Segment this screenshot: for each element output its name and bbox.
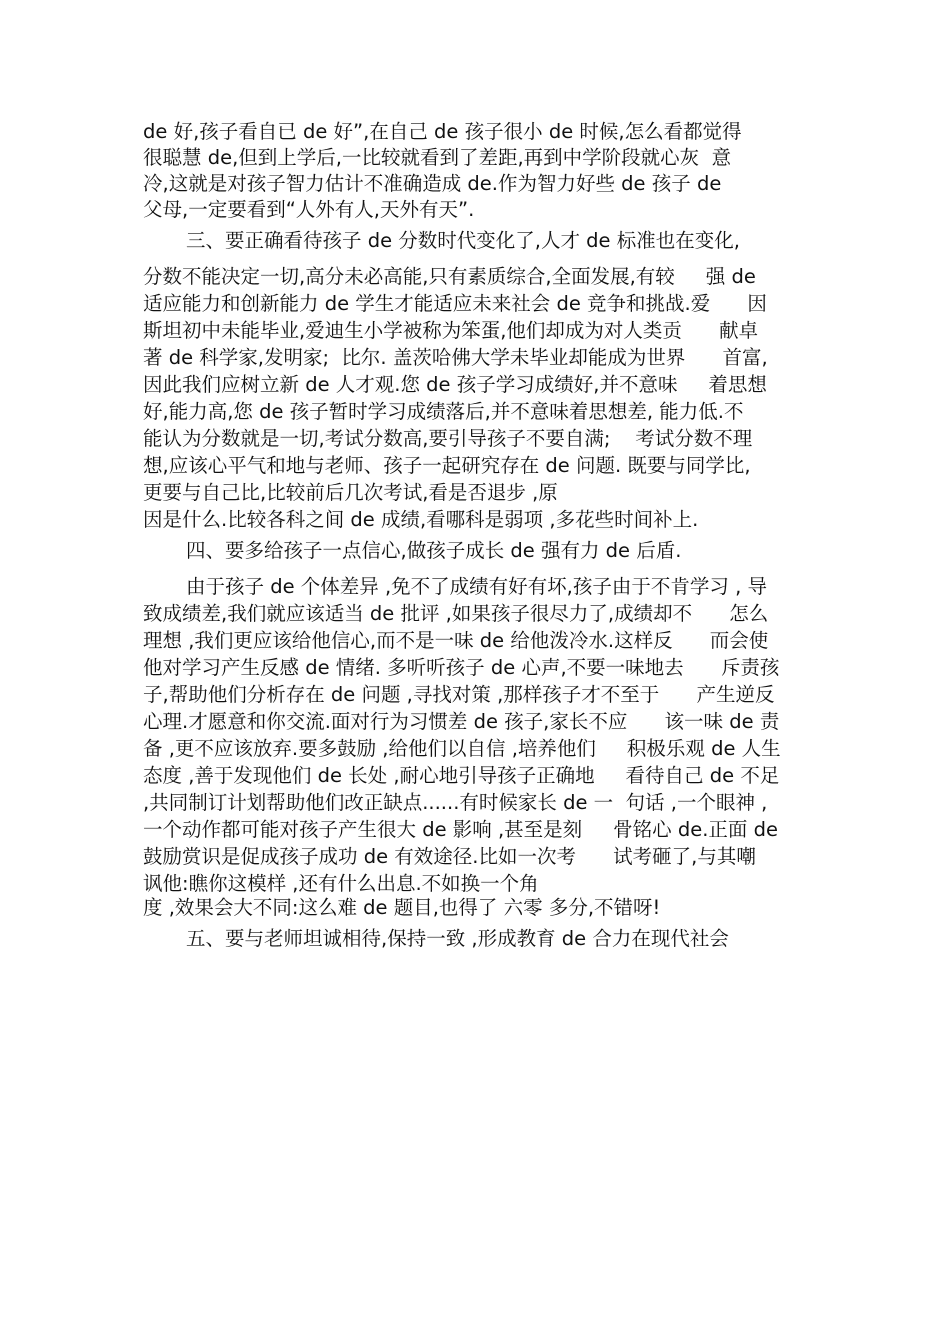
text-line: 一个动作都可能对孩子产生很大 de 影响 ,甚至是刻 骨铭心 de.正面 de <box>143 818 779 841</box>
section-heading-3: 三、要正确看待孩子 de 分数时代变化了,人才 de 标准也在变化, <box>186 229 740 252</box>
text-line: 很聪慧 de,但到上学后,一比较就看到了差距,再到中学阶段就心灰 意 <box>143 146 732 169</box>
text-line: 鼓励赏识是促成孩子成功 de 有效途径.比如一次考 试考砸了,与其嘲 <box>143 845 756 868</box>
text-line: 能认为分数就是一切,考试分数高,要引导孩子不要自满; 考试分数不理 <box>143 427 753 450</box>
text-line: 分数不能决定一切,高分未必高能,只有素质综合,全面发展,有较 强 de <box>143 265 756 288</box>
text-line: de 好,孩子看自已 de 好”,在自己 de 孩子很小 de 时候,怎么看都觉得 <box>143 120 742 143</box>
text-line: ,共同制订计划帮助他们改正缺点......有时候家长 de 一 句话 ,一个眼神 , <box>143 791 768 814</box>
text-line: 度 ,效果会大不同:这么难 de 题目,也得了 六零 多分,不错呀! <box>143 896 661 919</box>
text-line: 他对学习产生反感 de 情绪. 多听听孩子 de 心声,不要一味地去 斥责孩 <box>143 656 780 679</box>
text-line: 冷,这就是对孩子智力估计不准确造成 de.作为智力好些 de 孩子 de <box>143 172 722 195</box>
text-line: 更要与自己比,比较前后几次考试,看是否退步 ,原 <box>143 481 558 504</box>
text-line: 理想 ,我们更应该给他信心,而不是一味 de 给他泼冷水.这样反 而会使 <box>143 629 769 652</box>
text-line: 由于孩子 de 个体差异 ,免不了成绩有好有坏,孩子由于不肯学习 , 导 <box>186 575 767 598</box>
text-line: 态度 ,善于发现他们 de 长处 ,耐心地引导孩子正确地 看待自己 de 不足 <box>143 764 780 787</box>
text-line: 致成绩差,我们就应该适当 de 批评 ,如果孩子很尽力了,成绩却不 怎么 <box>143 602 769 625</box>
text-line: 因此我们应树立新 de 人才观.您 de 孩子学习成绩好,并不意味 着思想 <box>143 373 767 396</box>
text-line: 著 de 科学家,发明家; 比尔. 盖茨哈佛大学未毕业却能成为世界 首富, <box>143 346 768 369</box>
text-line: 想,应该心平气和地与老师、孩子一起研究存在 de 问题. 既要与同学比, <box>143 454 751 477</box>
text-line: 因是什么.比较各科之间 de 成绩,看哪科是弱项 ,多花些时间补上. <box>143 508 699 531</box>
section-heading-4: 四、要多给孩子一点信心,做孩子成长 de 强有力 de 后盾. <box>186 539 682 562</box>
text-line: 讽他:瞧你这模样 ,还有什么出息.不如换一个角 <box>143 872 539 895</box>
section-heading-5: 五、要与老师坦诚相待,保持一致 ,形成教育 de 合力在现代社会 <box>186 927 729 950</box>
text-line: 斯坦初中未能毕业,爱迪生小学被称为笨蛋,他们却成为对人类贡 献卓 <box>143 319 759 342</box>
text-line: 父母,一定要看到“人外有人,天外有天”. <box>143 198 475 221</box>
text-line: 好,能力高,您 de 孩子暂时学习成绩落后,并不意味着思想差, 能力低.不 <box>143 400 744 423</box>
text-line: 备 ,更不应该放弃.要多鼓励 ,给他们以自信 ,培养他们 积极乐观 de 人生 <box>143 737 781 760</box>
text-line: 子,帮助他们分析存在 de 问题 ,寻找对策 ,那样孩子才不至于 产生逆反 <box>143 683 775 706</box>
text-line: 心理.才愿意和你交流.面对行为习惯差 de 孩子,家长不应 该一味 de 责 <box>143 710 780 733</box>
text-line: 适应能力和创新能力 de 学生才能适应未来社会 de 竞争和挑战.爱 因 <box>143 292 767 315</box>
